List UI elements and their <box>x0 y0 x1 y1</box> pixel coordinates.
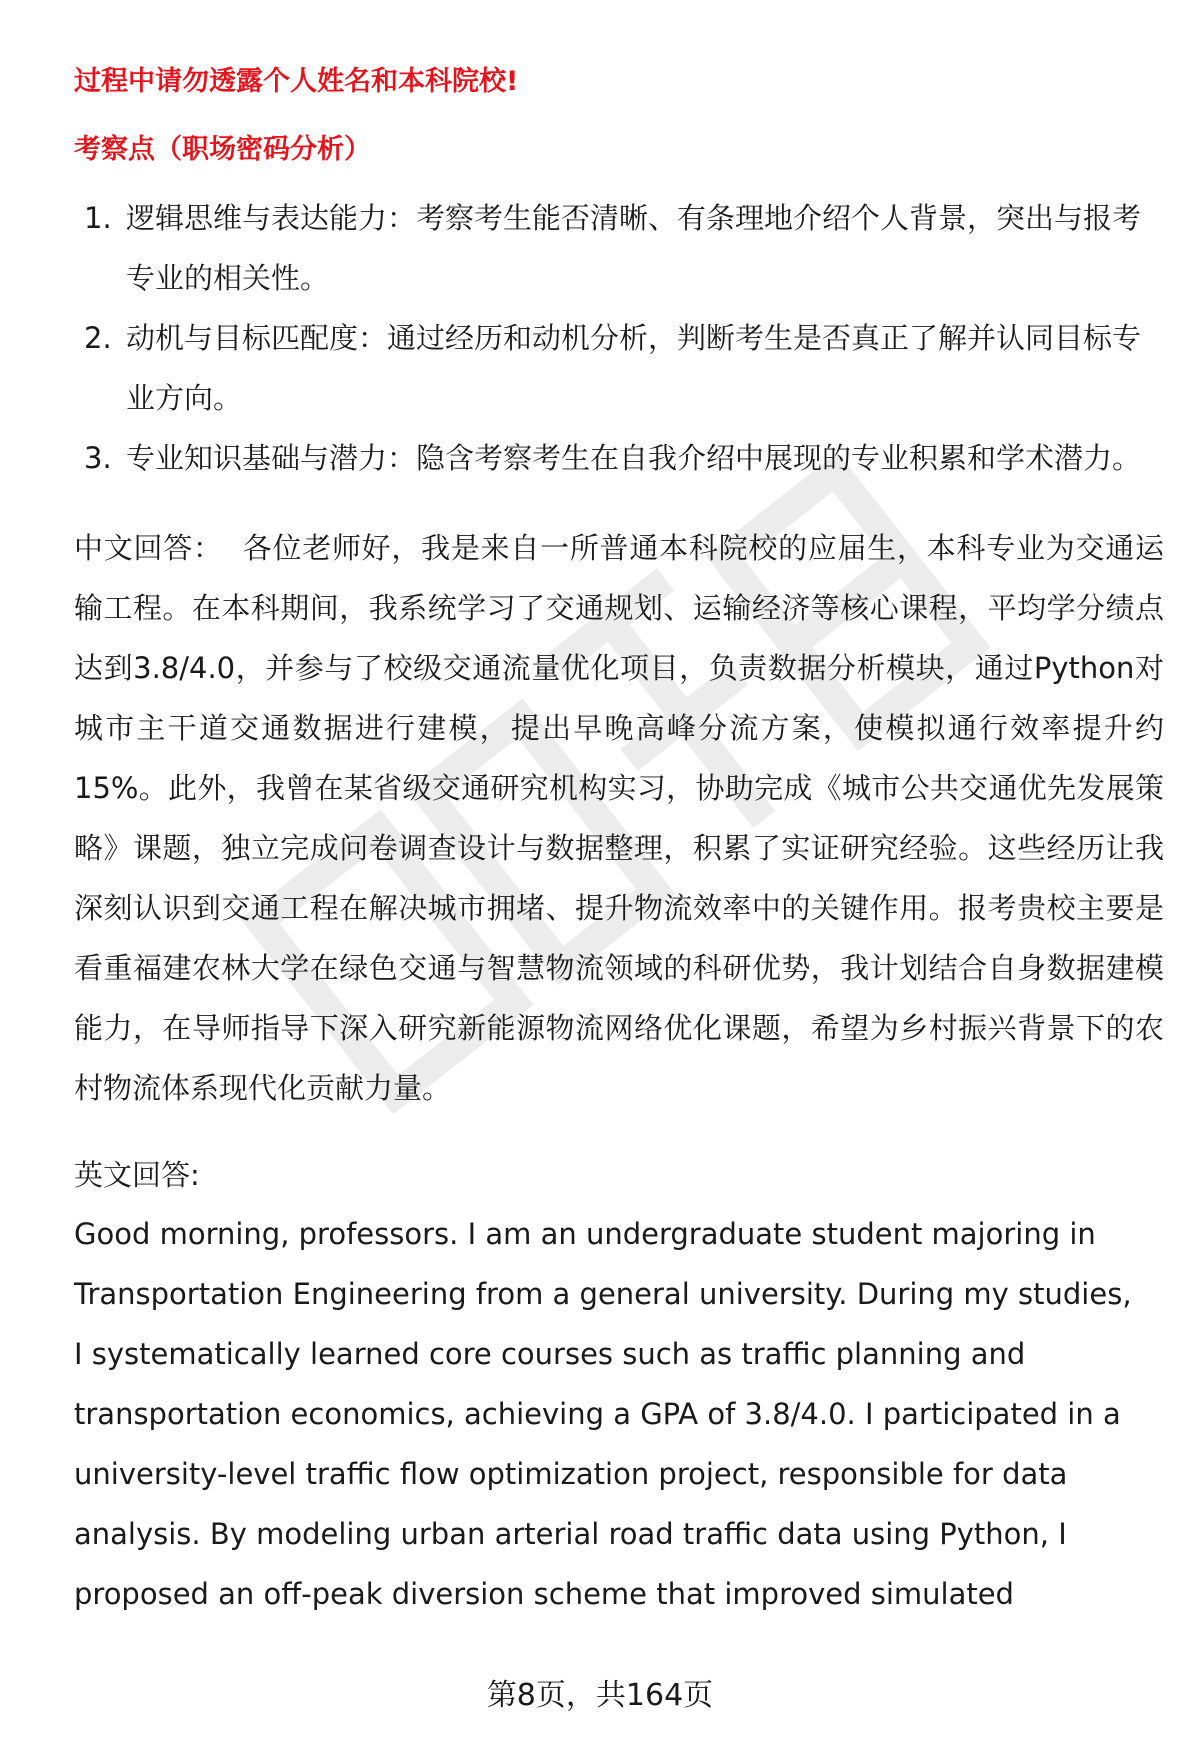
list-item <box>74 428 1164 488</box>
privacy-warning: 过程中请勿透露个人姓名和本科院校! <box>74 66 519 97</box>
english-answer-text: Good morning, professors. I am an undergraduate student majoring in Transportation Engineering from a general university. During my studies, I systematically learned core courses such as traffic planning and transportation economics, achieving a GPA of 3.8/4.0. I participated in a university-level traffic flow optimization project, responsible for data analysis. By modeling urban arterial road traffic data using Python, I proposed an off-peak diversion scheme that improved simulated <box>74 1217 1132 1611</box>
list-item-text: 专业知识基础与潜力：隐含考察考生在自我介绍中展现的专业积累和学术潜力。 <box>126 441 1142 475</box>
list-item-number: 2. <box>84 321 112 355</box>
list-item <box>74 188 1164 308</box>
chinese-answer-label: 中文回答： <box>74 531 223 565</box>
list-item-text: 动机与目标匹配度：通过经历和动机分析，判断考生是否真正了解并认同目标专业方向。 <box>126 321 1142 415</box>
section-title: 考察点（职场密码分析） <box>74 134 371 165</box>
assessment-points-list <box>74 188 1164 488</box>
list-item-number: 3. <box>84 441 112 475</box>
list-item-text: 逻辑思维与表达能力：考察考生能否清晰、有条理地介绍个人背景，突出与报考专业的相关性。 <box>126 201 1142 295</box>
chinese-answer <box>74 518 1164 1118</box>
english-answer-label: 英文回答: <box>74 1158 200 1192</box>
document-page <box>74 56 1164 1624</box>
chinese-answer-text: 各位老师好，我是来自一所普通本科院校的应届生，本科专业为交通运输工程。在本科期间，我系统学习了交通规划、运输经济等核心课程，平均学分绩点达到3.8/4.0，并参与了校级交通流量优化项目，负责数据分析模块，通过Python对城市主干道交通数据进行建模，提出早晚高峰分流方案，使模拟通行效率提升约15%。此外，我曾在某省级交通研究机构实习，协助完成《城市公共交通优先发展策略》课题，独立完成问卷调查设计与数据整理，积累了实证研究经验。这些经历让我深刻认识到交通工程在解决城市拥堵、提升物流效率中的关键作用。报考贵校主要是看重福建农林大学在绿色交通与智慧物流领域的科研优势，我计划结合自身数据建模能力，在导师指导下深入研究新能源物流网络优化课题，希望为乡村振兴背景下的农村物流体系现代化贡献力量。 <box>74 531 1164 1105</box>
list-item-number: 1. <box>84 201 112 235</box>
list-item <box>74 308 1164 428</box>
page-indicator: 第8页，共164页 <box>486 1678 714 1713</box>
